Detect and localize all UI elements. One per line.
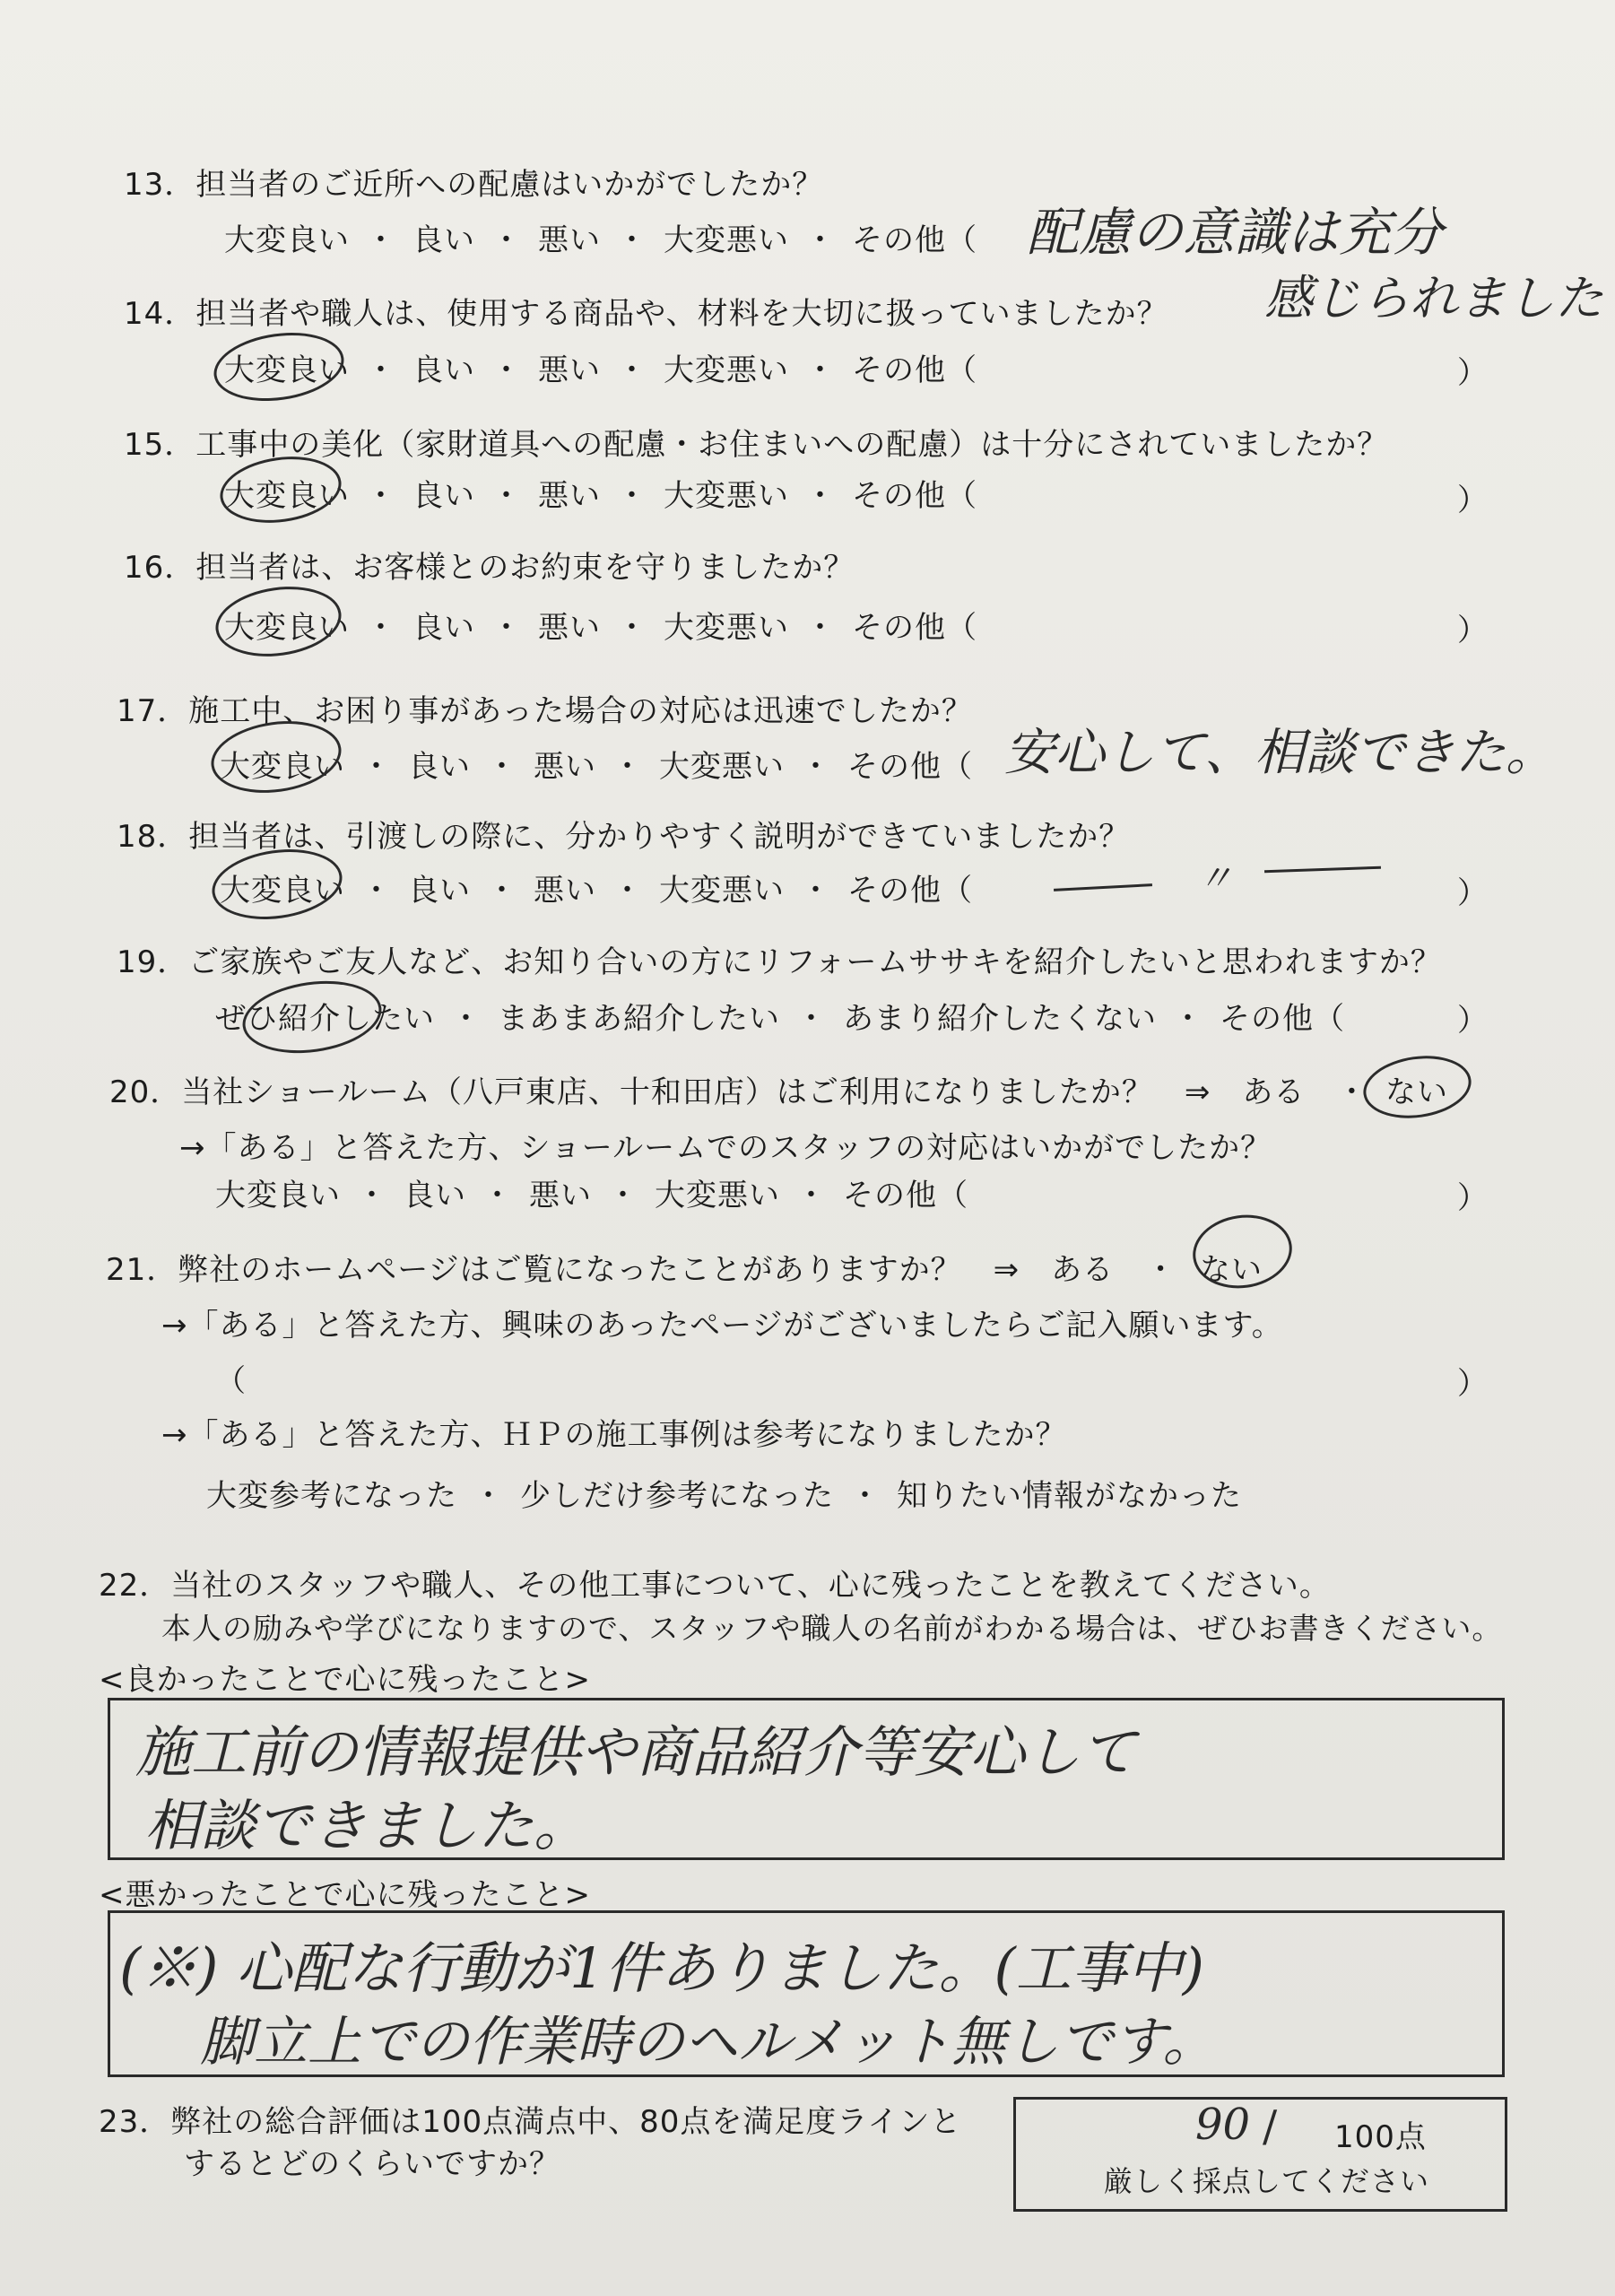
option[interactable]: 悪い — [538, 610, 601, 646]
q15-close-paren: ） — [1457, 483, 1488, 518]
option[interactable]: 大変悪い — [655, 1178, 780, 1213]
option[interactable]: 大変良い — [224, 478, 350, 514]
q21-options: 大変参考になった ・ 少しだけ参考になった ・ 知りたい情報がなかった — [206, 1478, 1242, 1514]
q14-close-paren: ） — [1457, 355, 1488, 391]
q13-handwritten-1: 配慮の意識は充分 — [1027, 202, 1444, 263]
q21-sub2: →「ある」と答えた方、ＨＰの施工事例は参考になりましたか？ — [161, 1417, 1067, 1453]
q14-options: 大変良い ・ 良い ・ 悪い ・ 大変悪い ・ その他（ — [224, 352, 977, 388]
q23-note: 厳しく採点してください — [1104, 2164, 1430, 2198]
q22-bad-line2: 脚立上での作業時のヘルメット無しです。 — [200, 2011, 1217, 2074]
option[interactable]: あまり紹介したくない — [843, 1001, 1157, 1037]
q17-label: 17．施工中、お困り事があった場合の対応は迅速でしたか？ — [117, 693, 973, 729]
q20-close-paren: ） — [1457, 1180, 1488, 1216]
option[interactable]: 良い — [404, 1178, 466, 1213]
option[interactable]: その他（ — [843, 1178, 968, 1213]
q13-handwritten-2: 感じられました — [1264, 270, 1603, 326]
option[interactable]: その他（ — [852, 478, 977, 514]
q22-good-header: <良かったことで心に残ったこと> — [99, 1662, 591, 1698]
q23-label-line1: 23．弊社の総合評価は100点満点中、80点を満足度ラインと — [99, 2104, 962, 2140]
option[interactable]: 大変悪い — [659, 749, 785, 785]
q22-good-line2: 相談できました。 — [144, 1793, 590, 1858]
q20-answer-no[interactable]: ない — [1385, 1074, 1448, 1110]
q23-score-box — [1013, 2097, 1507, 2212]
option[interactable]: 大変良い — [224, 222, 350, 258]
q18-options: 大変良い ・ 良い ・ 悪い ・ 大変悪い ・ その他（ — [220, 873, 973, 909]
q18-close-paren: ） — [1457, 875, 1488, 911]
option[interactable]: 少しだけ参考になった — [520, 1478, 834, 1514]
q15-label: 15．工事中の美化（家財道具への配慮・お住まいへの配慮）は十分にされていましたか？ — [124, 427, 1389, 463]
q13-options: 大変良い ・ 良い ・ 悪い ・ 大変悪い ・ その他（ — [224, 222, 977, 258]
q22-bad-box — [108, 1910, 1505, 2077]
q17-options: 大変良い ・ 良い ・ 悪い ・ 大変悪い ・ その他（ — [220, 749, 973, 785]
q22-good-line1: 施工前の情報提供や商品紹介等安心して — [135, 1719, 1137, 1785]
q17-handwritten: 安心して、相談できた。 — [1004, 724, 1556, 782]
q13-label: 13．担当者のご近所への配慮はいかがでしたか？ — [124, 167, 824, 203]
q15-options: 大変良い ・ 良い ・ 悪い ・ 大変悪い ・ その他（ — [224, 478, 977, 514]
q18-handwritten-ditto: 〃 — [1197, 858, 1233, 900]
option[interactable]: 良い — [412, 222, 475, 258]
q20-label: 20．当社ショールーム（八戸東店、十和田店）はご利用になりましたか？ ⇒ ある ・ — [109, 1074, 1368, 1110]
q23-slash: / — [1263, 2101, 1278, 2152]
q19-answer-circle — [238, 973, 386, 1062]
q16-options: 大変良い ・ 良い ・ 悪い ・ 大変悪い ・ その他（ — [224, 610, 977, 646]
option[interactable]: 良い — [412, 478, 475, 514]
option[interactable]: 悪い — [534, 749, 596, 785]
q21-sub1: →「ある」と答えた方、興味のあったページがございましたらご記入願います。 — [161, 1308, 1283, 1344]
q23-score[interactable]: 90 — [1195, 2100, 1251, 2150]
option[interactable]: 悪い — [538, 222, 601, 258]
option[interactable]: 大変良い — [220, 749, 345, 785]
option[interactable]: 知りたい情報がなかった — [897, 1478, 1242, 1514]
option[interactable]: その他（ — [852, 610, 977, 646]
q22-note: 本人の励みや学びになりますので、スタッフや職人の名前がわかる場合は、ぜひお書きください。 — [161, 1611, 1503, 1646]
option[interactable]: 悪い — [529, 1178, 592, 1213]
q22-bad-line1: (※) 心配な行動が1件ありました。(工事中) — [119, 1935, 1204, 2001]
q14-label: 14．担当者や職人は、使用する商品や、材料を大切に扱っていましたか？ — [124, 296, 1168, 332]
q16-close-paren: ） — [1457, 613, 1488, 648]
option[interactable]: 良い — [408, 873, 471, 909]
q22-bad-header: <悪かったことで心に残ったこと> — [99, 1877, 591, 1913]
q18-dash-left — [1054, 883, 1152, 891]
option[interactable]: 良い — [408, 749, 471, 785]
option[interactable]: 良い — [412, 610, 475, 646]
q20-sub: →「ある」と答えた方、ショールームでのスタッフの対応はいかがでしたか？ — [179, 1130, 1272, 1166]
option[interactable]: 大変悪い — [664, 222, 789, 258]
option[interactable]: 大変悪い — [664, 610, 789, 646]
option[interactable]: 悪い — [538, 352, 601, 388]
q21-label: 21．弊社のホームページはご覧になったことがありますか？ ⇒ ある ・ — [106, 1252, 1177, 1288]
q22-label: 22．当社のスタッフや職人、その他工事について、心に残ったことを教えてください。 — [99, 1568, 1331, 1604]
option[interactable]: 悪い — [534, 873, 596, 909]
option[interactable]: その他（ — [847, 873, 973, 909]
option[interactable]: 大変良い — [224, 352, 350, 388]
option[interactable]: 大変良い — [215, 1178, 341, 1213]
option[interactable]: 大変良い — [224, 610, 350, 646]
option[interactable]: 良い — [412, 352, 475, 388]
q20-options: 大変良い ・ 良い ・ 悪い ・ 大変悪い ・ その他（ — [215, 1178, 968, 1213]
q16-label: 16．担当者は、お客様とのお約束を守りましたか？ — [124, 550, 855, 586]
option[interactable]: 大変悪い — [664, 478, 789, 514]
option[interactable]: ぜひ紹介したい — [215, 1001, 435, 1037]
option[interactable]: その他（ — [852, 352, 977, 388]
q19-options: ぜひ紹介したい ・ まあまあ紹介したい ・ あまり紹介したくない ・ その他（ — [215, 1001, 1345, 1037]
option[interactable]: その他（ — [1220, 1001, 1345, 1037]
option[interactable]: その他（ — [852, 222, 977, 258]
q21-open-paren: （ — [215, 1363, 247, 1399]
option[interactable]: 大変良い — [220, 873, 345, 909]
q23-label-line2: するとどのくらいですか？ — [184, 2146, 560, 2182]
q21-answer-no[interactable]: ない — [1200, 1252, 1263, 1288]
option[interactable]: その他（ — [847, 749, 973, 785]
option[interactable]: 大変悪い — [664, 352, 789, 388]
q19-label: 19．ご家族やご友人など、お知り合いの方にリフォームササキを紹介したいと思われますか？ — [117, 944, 1442, 980]
q18-dash-right — [1264, 866, 1381, 874]
q21-close-paren: ） — [1457, 1366, 1488, 1402]
q19-close-paren: ） — [1457, 1003, 1488, 1039]
q20-answer-circle — [1359, 1049, 1475, 1125]
option[interactable]: 大変参考になった — [206, 1478, 457, 1514]
q16-answer-circle — [211, 579, 345, 665]
option[interactable]: 悪い — [538, 478, 601, 514]
q22-good-box — [108, 1698, 1505, 1860]
q14-answer-circle — [210, 325, 349, 409]
option[interactable]: まあまあ紹介したい — [498, 1001, 780, 1037]
q23-max: 100点 — [1334, 2119, 1427, 2155]
option[interactable]: 大変悪い — [659, 873, 785, 909]
q18-label: 18．担当者は、引渡しの際に、分かりやすく説明ができていましたか？ — [117, 819, 1131, 855]
